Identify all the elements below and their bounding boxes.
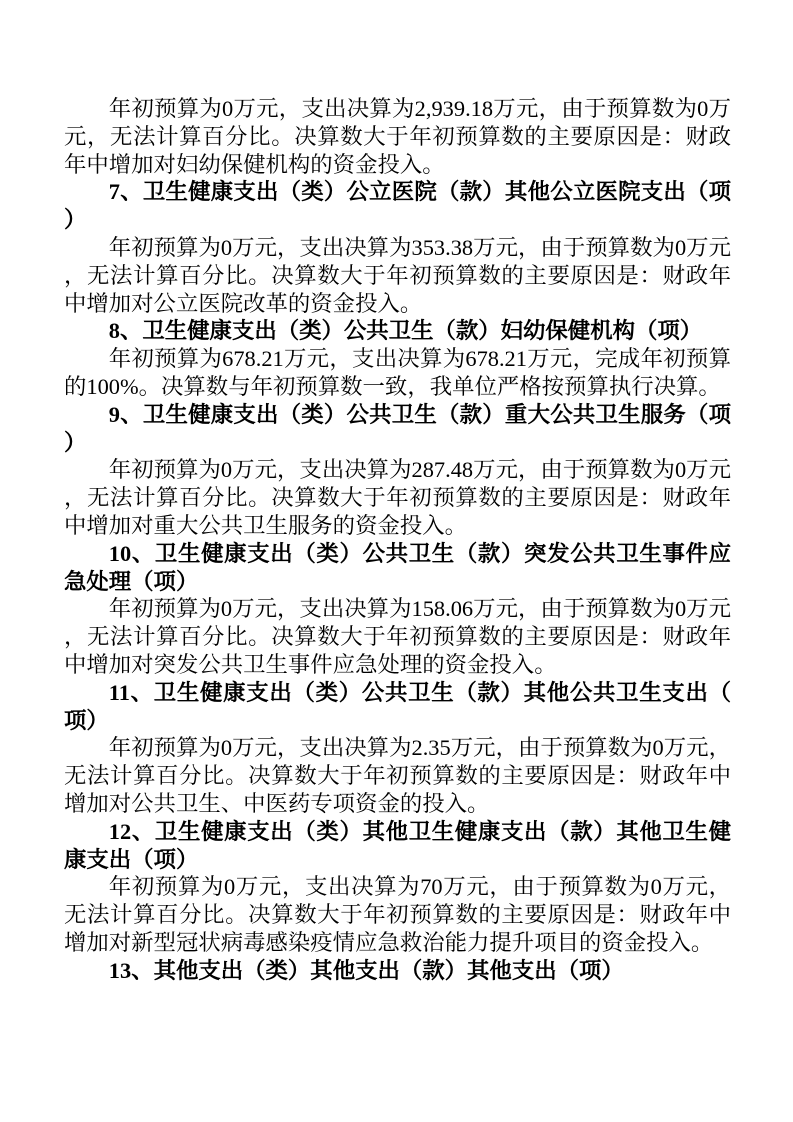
budget-paragraph-other-public-health: 年初预算为0万元，支出决算为2.35万元，由于预算数为0万元，无法计算百分比。决算数大于年初预算数的主要原因是：财政年中增加对公共卫生、中医药专项资金的投入。 xyxy=(64,735,731,816)
section-heading-item-11: 11、卫生健康支出（类）公共卫生（款）其他公共卫生支出（项） xyxy=(64,679,731,733)
section-heading-item-7: 7、卫生健康支出（类）公立医院（款）其他公立医院支出（项） xyxy=(64,179,731,233)
section-heading-item-10: 10、卫生健康支出（类）公共卫生（款）突发公共卫生事件应急处理（项） xyxy=(64,540,731,594)
section-heading-item-12: 12、卫生健康支出（类）其他卫生健康支出（款）其他卫生健康支出（项） xyxy=(64,818,731,872)
budget-paragraph-other-health-spending: 年初预算为0万元，支出决算为70万元，由于预算数为0万元，无法计算百分比。决算数大于年初预算数的主要原因是：财政年中增加对新型冠状病毒感染疫情应急救治能力提升项目的资金投入。 xyxy=(64,874,731,955)
budget-paragraph-major-public-health: 年初预算为0万元，支出决算为287.48万元，由于预算数为0万元，无法计算百分比。决算数大于年初预算数的主要原因是：财政年中增加对重大公共卫生服务的资金投入。 xyxy=(64,457,731,538)
budget-paragraph-maternal-child-institution: 年初预算为678.21万元，支出决算为678.21万元，完成年初预算的100%。决算数与年初预算数一致，我单位严格按预算执行决算。 xyxy=(64,346,731,399)
section-heading-item-13: 13、其他支出（类）其他支出（款）其他支出（项） xyxy=(108,957,624,983)
budget-paragraph-public-hospital: 年初预算为0万元，支出决算为353.38万元，由于预算数为0万元，无法计算百分比。决算数大于年初预算数的主要原因是：财政年中增加对公立医院改革的资金投入。 xyxy=(64,234,731,316)
budget-paragraph-maternal-child-health: 年初预算为0万元，支出决算为2,939.18万元，由于预算数为0万元，无法计算百分比。决算数大于年初预算数的主要原因是：财政年中增加对妇幼保健机构的资金投入。 xyxy=(64,96,731,177)
section-heading-item-8: 8、卫生健康支出（类）公共卫生（款）妇幼保健机构（项） xyxy=(108,318,703,344)
section-heading-item-9: 9、卫生健康支出（类）公共卫生（款）重大公共卫生服务（项） xyxy=(64,401,731,455)
budget-paragraph-emergency-response: 年初预算为0万元，支出决算为158.06万元，由于预算数为0万元，无法计算百分比。决算数大于年初预算数的主要原因是：财政年中增加对突发公共卫生事件应急处理的资金投入。 xyxy=(64,596,731,677)
